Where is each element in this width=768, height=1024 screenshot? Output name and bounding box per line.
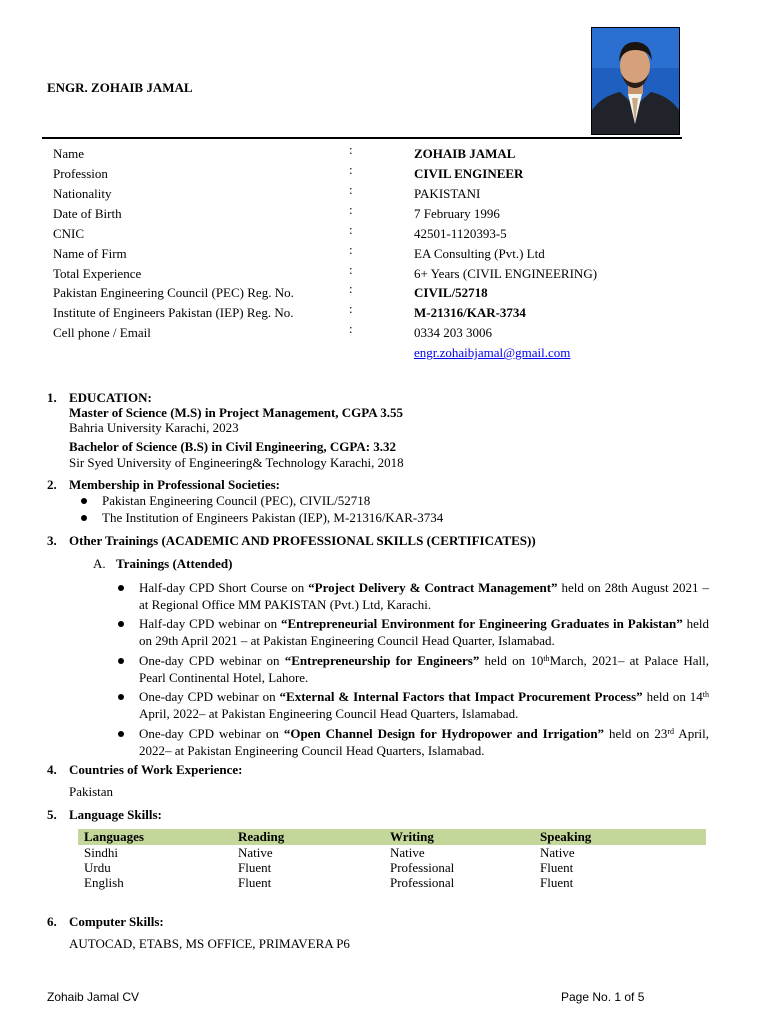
section-number: 1. [47,390,57,405]
language-table-header [78,829,706,845]
info-row-email [53,345,693,365]
profile-photo [591,27,680,135]
section-number: 5. [47,807,57,822]
membership-heading: Membership in Professional Societies: [69,477,280,492]
training-item: Half-day CPD Short Course on “Project Delivery & Contract Management” held on 28th August 2021 – at Regional Office MM PAKISTAN (Pvt.) Ltd, Karachi. [139,580,709,612]
info-label: Institute of Engineers Pakistan (IEP) Reg. No. [53,305,294,320]
bullet-icon [118,694,124,700]
computer-heading: Computer Skills: [69,914,164,929]
info-label: Cell phone / Email [53,325,151,340]
education-heading: EDUCATION: [69,390,152,405]
info-colon: : [349,301,353,316]
table-cell: Fluent [238,875,272,890]
info-label: Date of Birth [53,206,122,221]
info-value: PAKISTANI [414,186,481,201]
bullet-icon [118,731,124,737]
page-number: Page No. 1 of 5 [561,990,645,1004]
trainings-subheading: Trainings (Attended) [116,556,233,571]
info-row-cnic [53,222,693,246]
subsection-letter: A. [93,556,106,571]
languages-heading: Language Skills: [69,807,162,822]
cv-header-name: ENGR. ZOHAIB JAMAL [47,80,193,95]
info-colon: : [349,321,353,336]
membership-item: The Institution of Engineers Pakistan (IEP), M-21316/KAR-3734 [102,510,444,525]
info-colon: : [349,162,353,177]
table-cell: Fluent [540,875,574,890]
bullet-icon [118,658,124,664]
column-header: Writing [390,829,434,844]
info-label: Name [53,146,85,161]
info-label: Pakistan Engineering Council (PEC) Reg. No. [53,285,294,300]
table-row [78,860,706,875]
training-item: Half-day CPD webinar on “Entrepreneurial Environment for Engineering Graduates in Pakistan” held on 29th April 2021 – at Pakistan Engineering Council Head Quarter, Islamabad. [139,616,709,648]
info-row-pec [53,281,693,305]
info-row-experience [53,262,693,286]
membership-item: Pakistan Engineering Council (PEC), CIVIL/52718 [102,493,371,508]
ms-degree: Master of Science (M.S) in Project Management, CGPA 3.55 [69,405,403,420]
countries-value: Pakistan [69,784,114,799]
bullet-icon [118,621,124,627]
table-cell: Sindhi [84,845,118,860]
bullet-icon [81,515,87,521]
info-value: CIVIL ENGINEER [414,166,524,181]
info-row-dob [53,202,693,226]
section-number: 4. [47,762,57,777]
info-row-phone [53,321,693,345]
info-label: Profession [53,166,108,181]
bullet-icon [118,585,124,591]
info-value: ZOHAIB JAMAL [414,146,516,161]
info-value: 42501-1120393-5 [414,226,507,241]
section-number: 6. [47,914,57,929]
info-row-iep [53,301,693,325]
info-colon: : [349,202,353,217]
table-cell: English [84,875,124,890]
info-value: EA Consulting (Pvt.) Ltd [414,246,545,261]
table-cell: Native [390,845,425,860]
bs-degree: Bachelor of Science (B.S) in Civil Engineering, CGPA: 3.32 [69,439,397,454]
table-cell: Fluent [238,860,272,875]
info-label: Nationality [53,186,112,201]
info-row-firm [53,242,693,266]
info-colon: : [349,222,353,237]
info-value: M-21316/KAR-3734 [414,305,526,320]
training-item: One-day CPD webinar on “Entrepreneurship for Engineers” held on 10thMarch, 2021– at Palace Hall, Pearl Continental Hotel, Lahore. [139,653,709,685]
info-row-profession [53,162,693,186]
info-value: CIVIL/52718 [414,285,488,300]
computer-skills-value: AUTOCAD, ETABS, MS OFFICE, PRIMAVERA P6 [69,936,350,951]
info-value: 0334 203 3006 [414,325,492,340]
ms-school: Bahria University Karachi, 2023 [69,420,239,435]
info-label: CNIC [53,226,85,241]
info-value: 7 February 1996 [414,206,500,221]
trainings-heading: Other Trainings (ACADEMIC AND PROFESSIONAL SKILLS (CERTIFICATES)) [69,533,536,548]
section-number: 3. [47,533,57,548]
table-cell: Native [238,845,273,860]
training-item: One-day CPD webinar on “Open Channel Design for Hydropower and Irrigation” held on 23rd April, 2022– at Pakistan Engineering Council Head Quarters, Islamabad. [139,726,709,758]
info-label: Name of Firm [53,246,127,261]
table-cell: Fluent [540,860,574,875]
table-row [78,845,706,860]
countries-heading: Countries of Work Experience: [69,762,243,777]
bs-school: Sir Syed University of Engineering& Technology Karachi, 2018 [69,455,404,470]
info-colon: : [349,242,353,257]
info-label: Total Experience [53,266,142,281]
info-row-nationality [53,182,693,206]
info-colon: : [349,142,353,157]
section-number: 2. [47,477,57,492]
column-header: Languages [84,829,144,844]
table-cell: Urdu [84,860,111,875]
email-link[interactable]: engr.zohaibjamal@gmail.com [414,345,571,360]
table-cell: Native [540,845,575,860]
table-row [78,875,706,890]
table-cell: Professional [390,860,455,875]
info-row-name [53,142,693,166]
training-item: One-day CPD webinar on “External & Internal Factors that Impact Procurement Process” held on 14th April, 2022– at Pakistan Engineering Council Head Quarters, Islamabad. [139,689,709,721]
header-rule [42,137,682,139]
column-header: Speaking [540,829,592,844]
info-value: 6+ Years (CIVIL ENGINEERING) [414,266,598,281]
info-colon: : [349,281,353,296]
table-cell: Professional [390,875,455,890]
info-colon: : [349,182,353,197]
footer-left: Zohaib Jamal CV [47,990,140,1004]
info-colon: : [349,262,353,277]
column-header: Reading [238,829,285,844]
bullet-icon [81,498,87,504]
